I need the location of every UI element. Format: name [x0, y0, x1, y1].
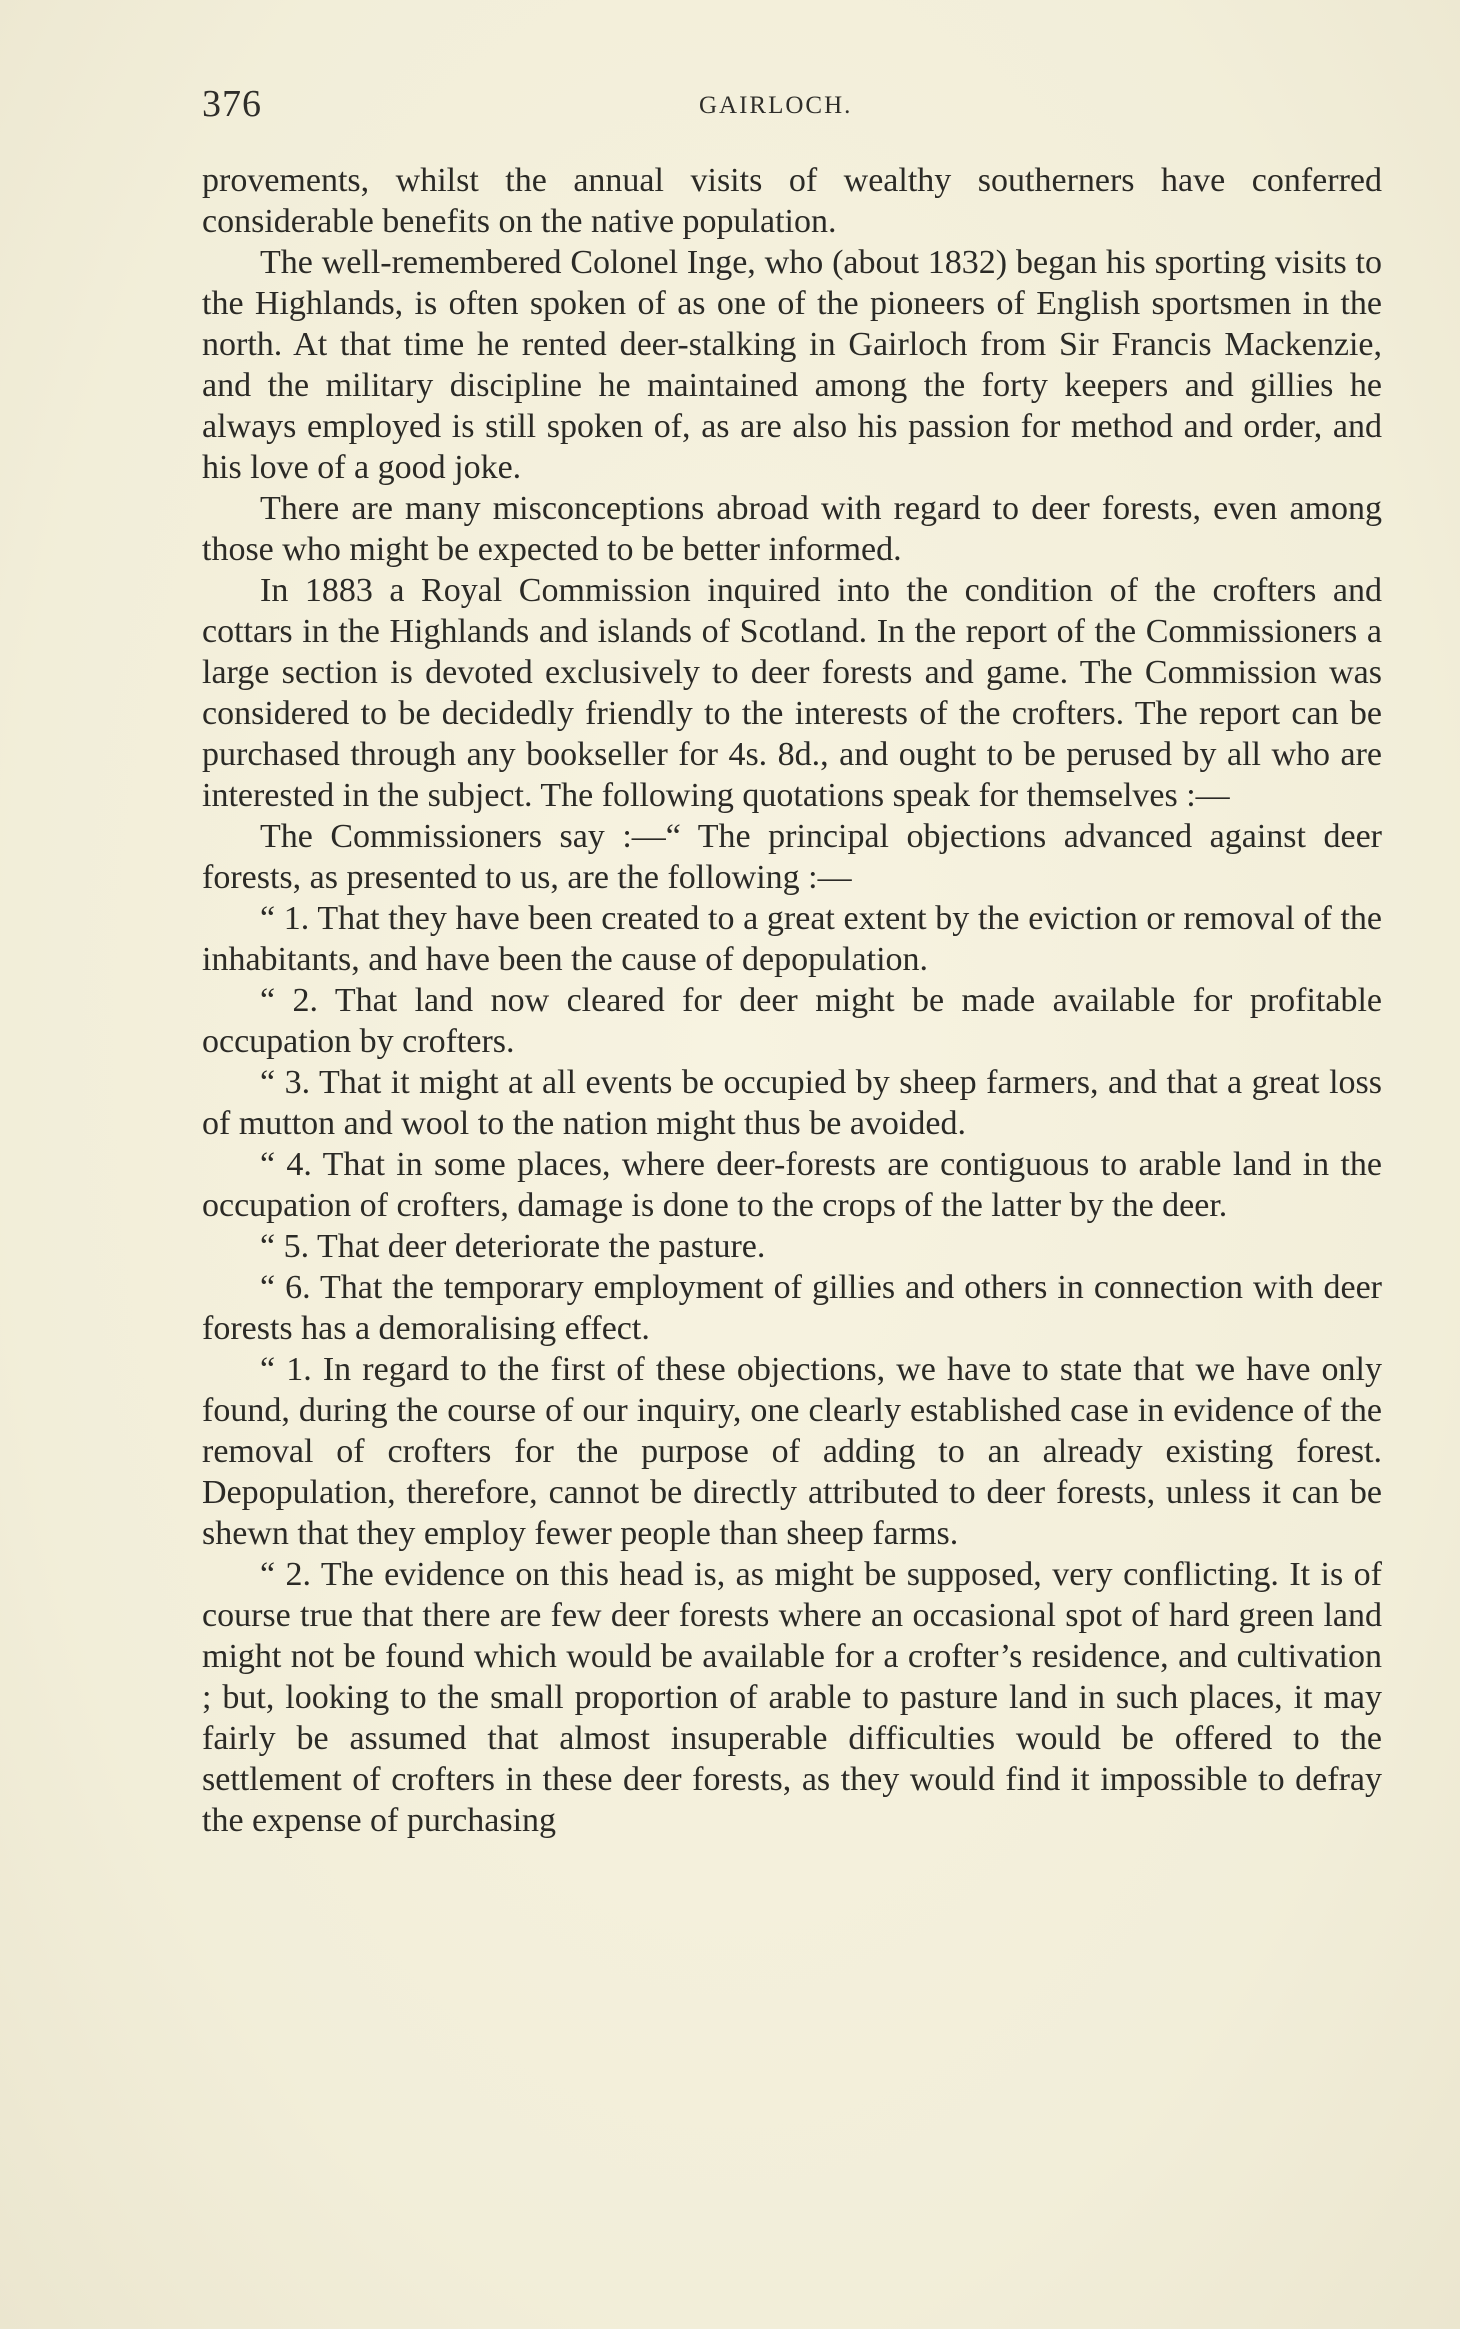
paragraph: “ 5. That deer deteriorate the pasture.: [260, 1228, 766, 1265]
paragraph: “ 6. That the temporary employment of gillies and others in connection with deer forests has a demoralising effect.: [202, 1269, 1382, 1347]
page-header: [202, 82, 1382, 132]
paragraph: The Commissioners say :—“ The principal objections advanced against deer forests, as presented to us, are the following :—: [202, 818, 1382, 896]
page-number: 376: [202, 83, 262, 125]
paragraph: “ 4. That in some places, where deer-forests are contiguous to arable land in the occupation of crofters, damage is done to the crops of the latter by the deer.: [202, 1146, 1382, 1224]
paragraph: “ 3. That it might at all events be occupied by sheep farmers, and that a great loss of mutton and wool to the nation might thus be avoided.: [202, 1064, 1382, 1142]
paragraph: In 1883 a Royal Commission inquired into the condition of the crofters and cottars in the Highlands and islands of Scotland. In the report of the Commissioners a large section is devoted exclusively to deer forests and game. The Commission was considered to be decidedly friendly to the interests of the crofters. The report can be purchased through any bookseller for 4s. 8d., and ought to be perused by all who are interested in the subject. The following quotations speak for themselves :—: [202, 572, 1382, 814]
paragraph: The well-remembered Colonel Inge, who (about 1832) began his sporting visits to the Highlands, is often spoken of as one of the pioneers of English sportsmen in the north. At that time he rented deer-stalking in Gairloch from Sir Francis Mackenzie, and the military discipline he maintained among the forty keepers and gillies he always employed is still spoken of, as are also his passion for method and order, and his love of a good joke.: [202, 244, 1382, 486]
paragraph: “ 1. That they have been created to a great extent by the eviction or removal of the inhabitants, and have been the cause of depopulation.: [202, 900, 1382, 978]
paragraph: There are many misconceptions abroad with regard to deer forests, even among those who might be expected to be better informed.: [202, 490, 1382, 568]
body-text: [202, 160, 1382, 1841]
paragraph: provements, whilst the annual visits of wealthy southerners have conferred considerable benefits on the native population.: [202, 162, 1382, 240]
running-head: GAIRLOCH.: [699, 92, 853, 119]
paragraph: “ 2. The evidence on this head is, as might be supposed, very conflicting. It is of course true that there are few deer forests where an occasional spot of hard green land might not be found which would be available for a crofter’s residence, and cultivation ; but, looking to the small proportion of arable to pasture land in such places, it may fairly be assumed that almost insuperable difficulties would be offered to the settlement of crofters in these deer forests, as they would find it impossible to defray the expense of purchasing: [202, 1556, 1382, 1839]
paragraph: “ 2. That land now cleared for deer might be made available for profitable occupation by crofters.: [202, 982, 1382, 1060]
paragraph: “ 1. In regard to the first of these objections, we have to state that we have only found, during the course of our inquiry, one clearly established case in evidence of the removal of crofters for the purpose of adding to an already existing forest. Depopulation, therefore, cannot be directly attributed to deer forests, unless it can be shewn that they employ fewer people than sheep farms.: [202, 1351, 1382, 1552]
